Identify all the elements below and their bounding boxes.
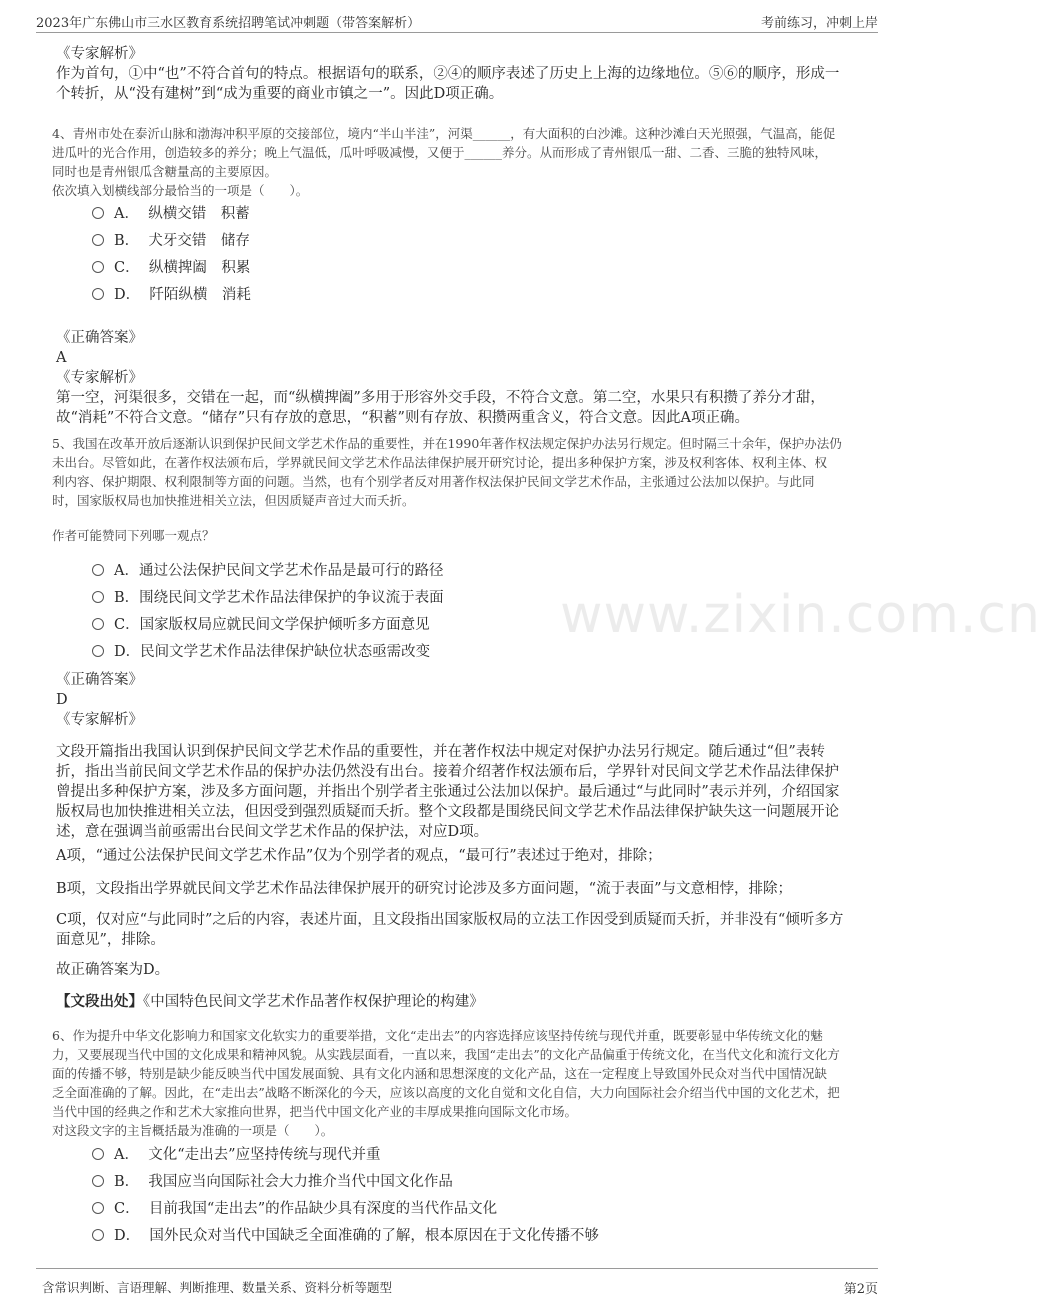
question-prompt: 对这段文字的主旨概括最为准确的一项是（ ）。 [52,1123,334,1138]
q4-option-c[interactable] [92,256,250,280]
footer-subjects: 含常识判断、言语理解、判断推理、数量关系、资料分析等题型 [42,1280,393,1295]
radio-icon[interactable] [92,1148,104,1160]
analysis-line: A项，“通过公法保护民间文学艺术作品”仅为个别学者的观点，“最可行”表述过于绝对，排除； [56,848,662,864]
option-text: 国家版权局应就民间文学保护倾听多方面意见 [139,617,430,633]
q4-answer-block [56,328,864,428]
option-letter: C． [114,260,140,276]
option-letter: B． [114,590,140,606]
page-footer [0,1268,920,1302]
q5-analysis-main [56,742,864,842]
q5-conclusion: 故正确答案为D。 [56,962,170,978]
stem-line: 进瓜叶的光合作用，创造较多的养分；晚上气温低，瓜叶呼吸减慢，又便于______养分。从而形成了青州银瓜一甜、二香、三脆的独特风味， [52,145,828,160]
footer-divider [36,1268,878,1269]
q6-option-a[interactable] [92,1143,381,1167]
question-6-stem [52,1026,872,1140]
q5-option-c[interactable] [92,613,430,637]
q6-option-c[interactable] [92,1197,497,1221]
radio-icon[interactable] [92,618,104,630]
option-letter: A． [114,563,139,579]
q4-option-b[interactable] [92,229,250,253]
q5-answer-block [56,670,864,730]
option-letter: B． [114,233,140,249]
stem-line: 面的传播不够，特别是缺少能反映当代中国发展面貌、具有文化内涵和思想深度的文化产品，这在一定程度上导致国外民众对当代中国情况缺 [52,1066,828,1081]
option-letter: D． [114,644,141,660]
stem-line: 当代中国的经典之作和艺术大家推向世界，把当代中国文化产业的丰厚成果推向国际文化市场。 [52,1104,578,1119]
radio-icon[interactable] [92,288,104,300]
q5-source [56,992,864,1012]
analysis-line: 第一空，河渠很多，交错在一起，而“纵横捭阖”多用于形容外交手段，不符合文意。第二空，水果只有积攒了养分才甜， [56,390,825,406]
stem-line: 4、青州市处在泰沂山脉和渤海冲积平原的交接部位，境内“半山半洼”，河渠______，有大面积的白沙滩。这种沙滩白天光照强，气温高，能促 [52,126,836,141]
q5-analysis-option-a [56,846,864,866]
q5-option-d[interactable] [92,640,430,664]
expert-analysis-label: 《专家解析》 [56,712,143,728]
correct-answer: D [56,692,68,708]
header-slogan: 考前练习，冲刺上岸 [760,16,878,31]
radio-icon[interactable] [92,564,104,576]
analysis-line: 折，指出当前民间文学艺术作品的保护办法仍然没有出台。接着介绍著作权法颁布后，学界针对民间文学艺术作品法律保护 [56,764,839,780]
radio-icon[interactable] [92,234,104,246]
stem-line: 未出台。尽管如此，在著作权法颁布后，学界就民间文学艺术作品法律保护展开研究讨论，提出多种保护方案，涉及权利客体、权利主体、权 [52,455,828,470]
question-5-prompt: 作者可能赞同下列哪一观点？ [52,528,215,543]
option-text: 纵横捭阖 积累 [148,260,251,276]
q4-option-a[interactable] [92,202,250,226]
q5-analysis-option-c [56,910,864,950]
page-number: 第2页 [843,1282,878,1297]
analysis-line: C项，仅对应“与此同时”之后的内容，表述片面，且文段指出国家版权局的立法工作因受到质疑而夭折，并非没有“倾听多方 [56,912,844,928]
analysis-line: 故“消耗”不符合文意。“储存”只有存放的意思，“积蓄”则有存放、积攒两重含义，符合文意。因此A项正确。 [56,410,749,426]
analysis-line: B项，文段指出学界就民间文学艺术作品法律保护展开的研究讨论涉及多方面问题，“流于表面”与文意相悖，排除； [56,881,792,897]
radio-icon[interactable] [92,1229,104,1241]
option-text: 我国应当向国际社会大力推介当代中国文化作品 [148,1174,453,1190]
analysis-line: 述，意在强调当前亟需出台民间文学艺术作品的保护法，对应D项。 [56,824,489,840]
stem-line: 力，又要展现当代中国的文化成果和精神风貌。从实践层面看，一直以来，我国“走出去”的文化产品偏重于传统文化，在当代文化和流行文化方 [52,1047,840,1062]
radio-icon[interactable] [92,1175,104,1187]
watermark: www.zixin.com.cn [560,585,1041,645]
option-letter: C． [114,1201,140,1217]
q5-option-a[interactable] [92,559,443,583]
analysis-line: 版权局也加快推进相关立法，但因受到强烈质疑而夭折。整个文段都是围绕民间文学艺术作品法律保护缺失这一问题展开论 [56,804,839,820]
analysis-line: 个转折，从“没有建树”到“成为重要的商业市镇之一”。因此D项正确。 [56,86,504,102]
stem-line: 同时也是青州银瓜含糖量高的主要原因。 [52,164,278,179]
document-title: 2023年广东佛山市三水区教育系统招聘笔试冲刺题（带答案解析） [36,16,421,31]
stem-line: 乏全面准确的了解。因此，在“走出去”战略不断深化的今天，应该以高度的文化自觉和文化自信，大力向国际社会介绍当代中国的文化艺术，把 [52,1085,840,1100]
question-4-stem [52,124,872,200]
option-text: 民间文学艺术作品法律保护缺位状态亟需改变 [140,644,431,660]
analysis-line: 面意见”，排除。 [56,932,165,948]
correct-answer-label: 《正确答案》 [56,330,143,346]
option-text: 目前我国“走出去”的作品缺少具有深度的当代作品文化 [148,1201,498,1217]
option-letter: A． [114,1147,139,1163]
option-text: 国外民众对当代中国缺乏全面准确的了解，根本原因在于文化传播不够 [149,1228,599,1244]
q5-option-b[interactable] [92,586,444,610]
q6-option-b[interactable] [92,1170,453,1194]
expert-analysis-label: 《专家解析》 [56,46,143,62]
radio-icon[interactable] [92,1202,104,1214]
q4-option-d[interactable] [92,283,251,307]
radio-icon[interactable] [92,591,104,603]
option-letter: D． [114,1228,141,1244]
option-letter: B． [114,1174,140,1190]
option-text: 围绕民间文学艺术作品法律保护的争议流于表面 [139,590,444,606]
expert-analysis-label: 《专家解析》 [56,370,143,386]
stem-line: 利内容、保护期限、权利限制等方面的问题。当然，也有个别学者反对用著作权法保护民间文学艺术作品，主张通过公法加以保护。与此同 [52,474,815,489]
question-5-stem [52,434,872,510]
q5-analysis-option-b [56,879,864,899]
correct-answer-label: 《正确答案》 [56,672,143,688]
q6-option-d[interactable] [92,1224,599,1248]
option-text: 阡陌纵横 消耗 [149,287,251,303]
option-text: 通过公法保护民间文学艺术作品是最可行的路径 [138,563,444,579]
radio-icon[interactable] [92,645,104,657]
radio-icon[interactable] [92,261,104,273]
analysis-line: 曾提出多种保护方案，涉及多方面问题，并指出个别学者主张通过公法加以保护。最后通过“与此同时”表示并列，介绍国家 [56,784,840,800]
stem-line: 6、作为提升中华文化影响力和国家文化软实力的重要举措，文化“走出去”的内容选择应该坚持传统与现代并重，既要彰显中华传统文化的魅 [52,1028,823,1043]
stem-line: 时，国家版权局也加快推进相关立法，但因质疑声音过大而夭折。 [52,493,415,508]
analysis-line: 文段开篇指出我国认识到保护民间文学艺术作品的重要性，并在著作权法中规定对保护办法另行规定。随后通过“但”表转 [56,744,825,760]
question-prompt: 依次填入划横线部分最恰当的一项是（ ）。 [52,183,309,198]
option-text: 犬牙交错 储存 [148,233,250,249]
q3-expert-analysis [56,44,864,104]
page-header [0,0,920,36]
analysis-line: 作为首句，①中“也”不符合首句的特点。根据语句的联系，②④的顺序表述了历史上上海的边缘地位。⑤⑥的顺序，形成一 [56,66,840,82]
correct-answer: A [56,350,67,366]
header-divider [36,32,878,33]
source-label: 【文段出处】 [56,993,143,1010]
stem-line: 5、我国在改革开放后逐渐认识到保护民间文学艺术作品的重要性，并在1990年著作权法规定保护办法另行规定。但时隔三十余年，保护办法仍 [52,436,842,451]
option-letter: A． [114,206,139,222]
option-letter: C． [114,617,140,633]
option-text: 文化“走出去”应坚持传统与现代并重 [148,1147,381,1163]
option-letter: D． [114,287,141,303]
radio-icon[interactable] [92,207,104,219]
source-text: 《中国特色民间文学艺术作品著作权保护理论的构建》 [143,994,484,1010]
option-text: 纵横交错 积蓄 [148,206,250,222]
